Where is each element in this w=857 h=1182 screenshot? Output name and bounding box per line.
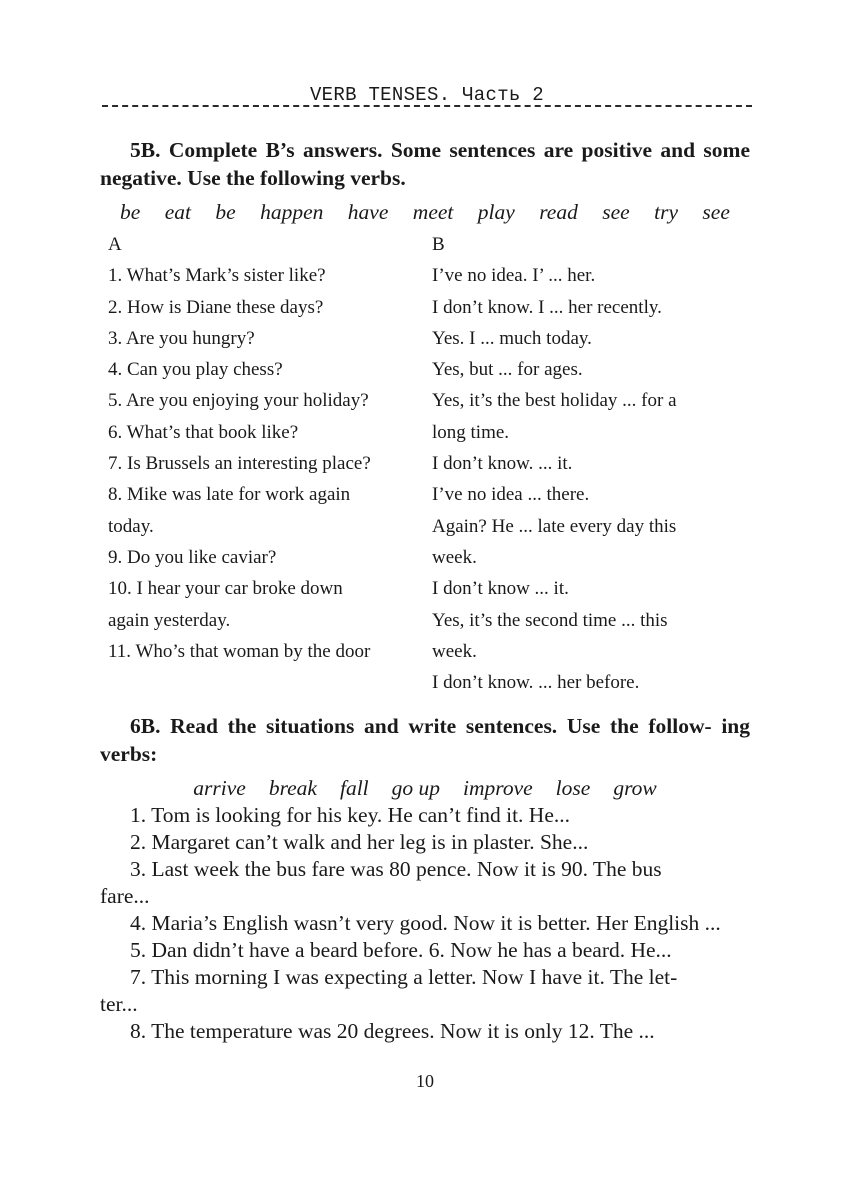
column-b-header: B	[432, 234, 445, 255]
exercise-5b-verbs	[100, 198, 750, 226]
column-a-header: A	[108, 234, 122, 255]
column-b-line: week.	[432, 640, 477, 662]
verb: eat	[164, 200, 191, 224]
situation-line: 4. Maria’s English wasn’t very good. Now it is better. Her English ...	[130, 911, 721, 935]
column-b-line: I don’t know. ... her before.	[432, 672, 640, 694]
column-b-line: Again? He ... late every day this	[432, 515, 677, 537]
column-a-line: 1. What’s Mark’s sister like?	[108, 265, 326, 287]
heading-line: 5B. Complete B’s answers. Some sentences are positive and some	[130, 138, 750, 162]
column-b-line: long time.	[432, 421, 510, 443]
verb: see	[602, 200, 630, 224]
verb: go up	[391, 776, 441, 800]
verb: happen	[260, 200, 324, 224]
column-b-line: Yes. I ... much today.	[432, 327, 592, 349]
exercise-6b-lines	[100, 802, 750, 1045]
column-a-line: 9. Do you like caviar?	[108, 546, 277, 568]
column-a-line: 4. Can you play chess?	[108, 359, 283, 381]
situation-line: 5. Dan didn’t have a beard before. 6. Now he has a beard. He...	[130, 938, 672, 962]
column-a-line: 10. I hear your car broke down	[108, 578, 343, 600]
verb: meet	[412, 200, 454, 224]
verb: be	[120, 200, 141, 224]
column-a-line: 6. What’s that book like?	[108, 421, 299, 443]
situation-line: 3. Last week the bus fare was 80 pence. Now it is 90. The bus	[130, 857, 662, 881]
situation-line: ter...	[100, 992, 138, 1016]
column-b-line: I’ve no idea ... there.	[432, 484, 590, 506]
column-b-line: Yes, it’s the second time ... this	[432, 609, 668, 631]
verb: fall	[339, 776, 369, 800]
column-a-line: 2. How is Diane these days?	[108, 296, 324, 318]
column-a-line: 5. Are you enjoying your holiday?	[108, 390, 369, 412]
running-header: VERB TENSES. Часть 2	[309, 84, 545, 106]
verb: read	[539, 200, 578, 224]
column-b-line: I don’t know. ... it.	[432, 453, 573, 475]
verb: grow	[613, 776, 657, 800]
exercise-6b-heading	[100, 712, 750, 768]
verb: see	[702, 200, 730, 224]
column-a	[108, 229, 408, 667]
verb: try	[654, 200, 679, 224]
situation-line: 8. The temperature was 20 degrees. Now it is only 12. The ...	[130, 1019, 655, 1043]
column-a-line: 8. Mike was late for work again	[108, 484, 351, 506]
verb: play	[477, 200, 515, 224]
verb: lose	[555, 776, 591, 800]
header-rule	[102, 105, 752, 107]
verb: have	[347, 200, 389, 224]
heading-line: negative. Use the following verbs.	[100, 166, 406, 190]
heading-line: 6B. Read the situations and write sentences. Use the follow-	[130, 714, 712, 738]
verb: break	[268, 776, 317, 800]
column-b-line: Yes, it’s the best holiday ... for a	[432, 390, 677, 412]
column-a-line: 11. Who’s that woman by the door	[108, 640, 371, 662]
verb: arrive	[193, 776, 246, 800]
column-b-line: I don’t know ... it.	[432, 578, 569, 600]
page-number: 10	[416, 1071, 434, 1091]
column-a-line: again yesterday.	[108, 609, 231, 631]
column-b-line: I’ve no idea. I’ ... her.	[432, 265, 596, 287]
column-a-line: today.	[108, 515, 154, 537]
situation-line: 1. Tom is looking for his key. He can’t find it. He...	[130, 803, 570, 827]
column-b	[432, 229, 732, 698]
verb: improve	[463, 776, 533, 800]
situation-line: 2. Margaret can’t walk and her leg is in plaster. She...	[130, 830, 589, 854]
exercise-6b-verbs	[100, 774, 750, 802]
column-a-line: 3. Are you hungry?	[108, 327, 255, 349]
verb: be	[215, 200, 236, 224]
column-b-line: week.	[432, 546, 477, 568]
exercise-5b-heading	[100, 136, 750, 192]
column-b-line: I don’t know. I ... her recently.	[432, 296, 662, 318]
column-a-line: 7. Is Brussels an interesting place?	[108, 453, 371, 475]
heading-line: ing verbs:	[100, 714, 751, 766]
column-b-line: Yes, but ... for ages.	[432, 359, 583, 381]
situation-line: 7. This morning I was expecting a letter. Now I have it. The let-	[130, 965, 678, 989]
situation-line: fare...	[100, 884, 150, 908]
